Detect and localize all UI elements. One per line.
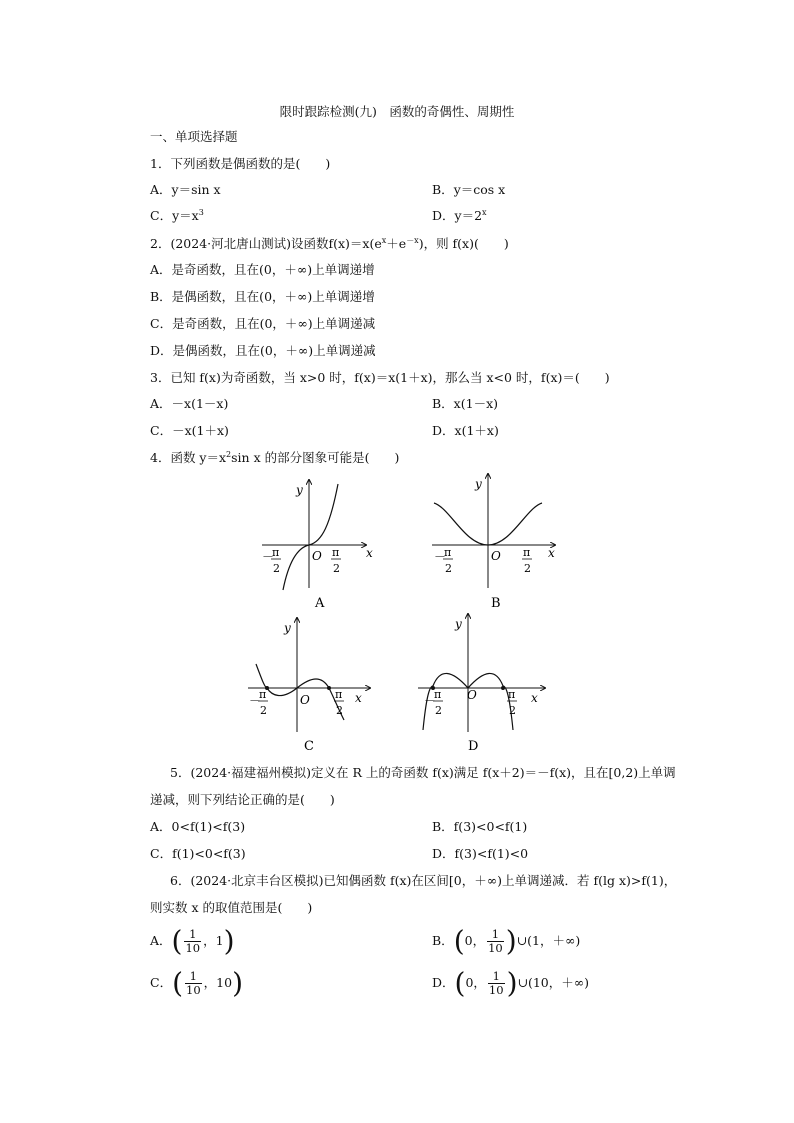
graph-c-pos-two: 2 [336, 704, 343, 717]
graph-a-pos-two: 2 [333, 562, 340, 575]
graph-c-neg: － [249, 694, 262, 708]
q1-option-a: A．y＝sin x [150, 182, 221, 197]
q5-option-a: A．0<f(1)<f(3) [150, 819, 246, 834]
q5-option-b: B．f(3)<0<f(1) [432, 819, 528, 834]
q2-option-a: A．是奇函数，且在(0，＋∞)上单调递增 [150, 262, 375, 277]
graph-a-neg-two: 2 [273, 562, 280, 575]
q6-stem-line2: 则实数 x 的取值范围是( ) [150, 900, 313, 915]
graph-b-pos-two: 2 [524, 562, 531, 575]
q6-stem-line1: 6．(2024·北京丰台区模拟)已知偶函数 f(x)在区间[0，＋∞)上单调递减．若 f(lg x)>f(1)， [170, 873, 677, 888]
graph-a-neg-pi: π [272, 546, 280, 559]
graph-d [418, 614, 545, 754]
q1-option-b: B．y＝cos x [432, 182, 506, 197]
graph-d-neg-two: 2 [435, 704, 442, 717]
q2-stem: 2．(2024·河北唐山测试)设函数$f(x)=x(e^x+e^{-x})$，则 f(x)( ) [150, 236, 509, 251]
graph-b-neg: － [434, 550, 447, 564]
graph-a-caption: A [315, 596, 325, 611]
graph-c-pos-pi: π [335, 688, 343, 701]
q5-stem-line1: 5．(2024·福建福州模拟)定义在 R 上的奇函数 f(x)满足 f(x＋2)＝－f(x)，且在[0,2)上单调 [170, 765, 676, 780]
q4-stem: 4．函数 $y=x^2\sin$ x 的部分图象可能是( ) [150, 450, 400, 465]
q1-stem: 1．下列函数是偶函数的是( ) [150, 156, 331, 171]
graph-c-neg-pi: π [259, 688, 267, 701]
q3-option-d: D．x(1＋x) [432, 423, 499, 438]
graph-b [432, 474, 555, 611]
graph-c-y-label: y [284, 621, 291, 635]
graph-d-pos-pi: π [508, 688, 516, 701]
q3-stem: 3．已知 f(x)为奇函数，当 x>0 时，f(x)＝x(1＋x)，那么当 x<0 时，f(x)＝( ) [150, 370, 610, 385]
q3-option-b: B．x(1－x) [432, 396, 498, 411]
q2-option-d: D．是偶函数，且在(0，＋∞)上单调递减 [150, 343, 376, 358]
graph-c-x-label: x [355, 691, 362, 705]
q6-option-d: D．(0， $\frac{1}{10}$ )∪(10，＋∞) [432, 966, 590, 1000]
graph-d-origin: O [467, 688, 477, 702]
graph-b-neg-two: 2 [445, 562, 452, 575]
graph-a-x-label: x [366, 546, 373, 560]
graph-b-origin: O [491, 549, 501, 563]
graph-a [262, 480, 373, 611]
graph-b-caption: B [491, 596, 501, 611]
graph-c-neg-two: 2 [260, 704, 267, 717]
graph-b-pos-pi: π [523, 546, 531, 559]
q5-option-d: D．f(3)<f(1)<0 [432, 846, 529, 861]
q1-option-d: D．$y=2^x$ [432, 208, 487, 223]
graph-c-caption: C [304, 739, 314, 754]
q2-option-b: B．是偶函数，且在(0，＋∞)上单调递增 [150, 289, 375, 304]
graph-d-x-label: x [531, 691, 538, 705]
graph-d-caption: D [468, 739, 479, 754]
q3-option-c: C．－x(1＋x) [150, 423, 229, 438]
q5-stem-line2: 递减，则下列结论正确的是( ) [150, 792, 335, 807]
graph-a-y-label: y [296, 483, 303, 497]
graph-a-neg: － [262, 550, 275, 564]
graph-d-neg: － [424, 694, 437, 708]
q6-option-a: A．( $\frac{1}{10}$ ，1) [150, 924, 235, 958]
graph-d-y-label: y [455, 617, 462, 631]
graph-a-origin: O [312, 549, 322, 563]
q6-option-c: C．( $\frac{1}{10}$ ，10) [150, 966, 243, 1000]
graph-d-neg-pi: π [434, 688, 442, 701]
page-title: 限时跟踪检测(九) 函数的奇偶性、周期性 [279, 104, 515, 119]
graph-c [248, 618, 370, 754]
graph-b-neg-pi: π [444, 546, 452, 559]
q1-option-c: C．$y=x^3$ [150, 208, 204, 223]
graph-b-y-label: y [475, 477, 482, 491]
graph-c-origin: O [300, 693, 310, 707]
graph-d-pos-two: 2 [509, 704, 516, 717]
graph-a-pos-pi: π [332, 546, 340, 559]
q3-option-a: A．－x(1－x) [150, 396, 229, 411]
q6-option-b: B．(0， $\frac{1}{10}$ )∪(1，＋∞) [432, 924, 581, 958]
q2-option-c: C．是奇函数，且在(0，＋∞)上单调递减 [150, 316, 376, 331]
q5-option-c: C．f(1)<0<f(3) [150, 846, 246, 861]
section-heading: 一、单项选择题 [150, 129, 238, 144]
graph-b-x-label: x [548, 546, 555, 560]
